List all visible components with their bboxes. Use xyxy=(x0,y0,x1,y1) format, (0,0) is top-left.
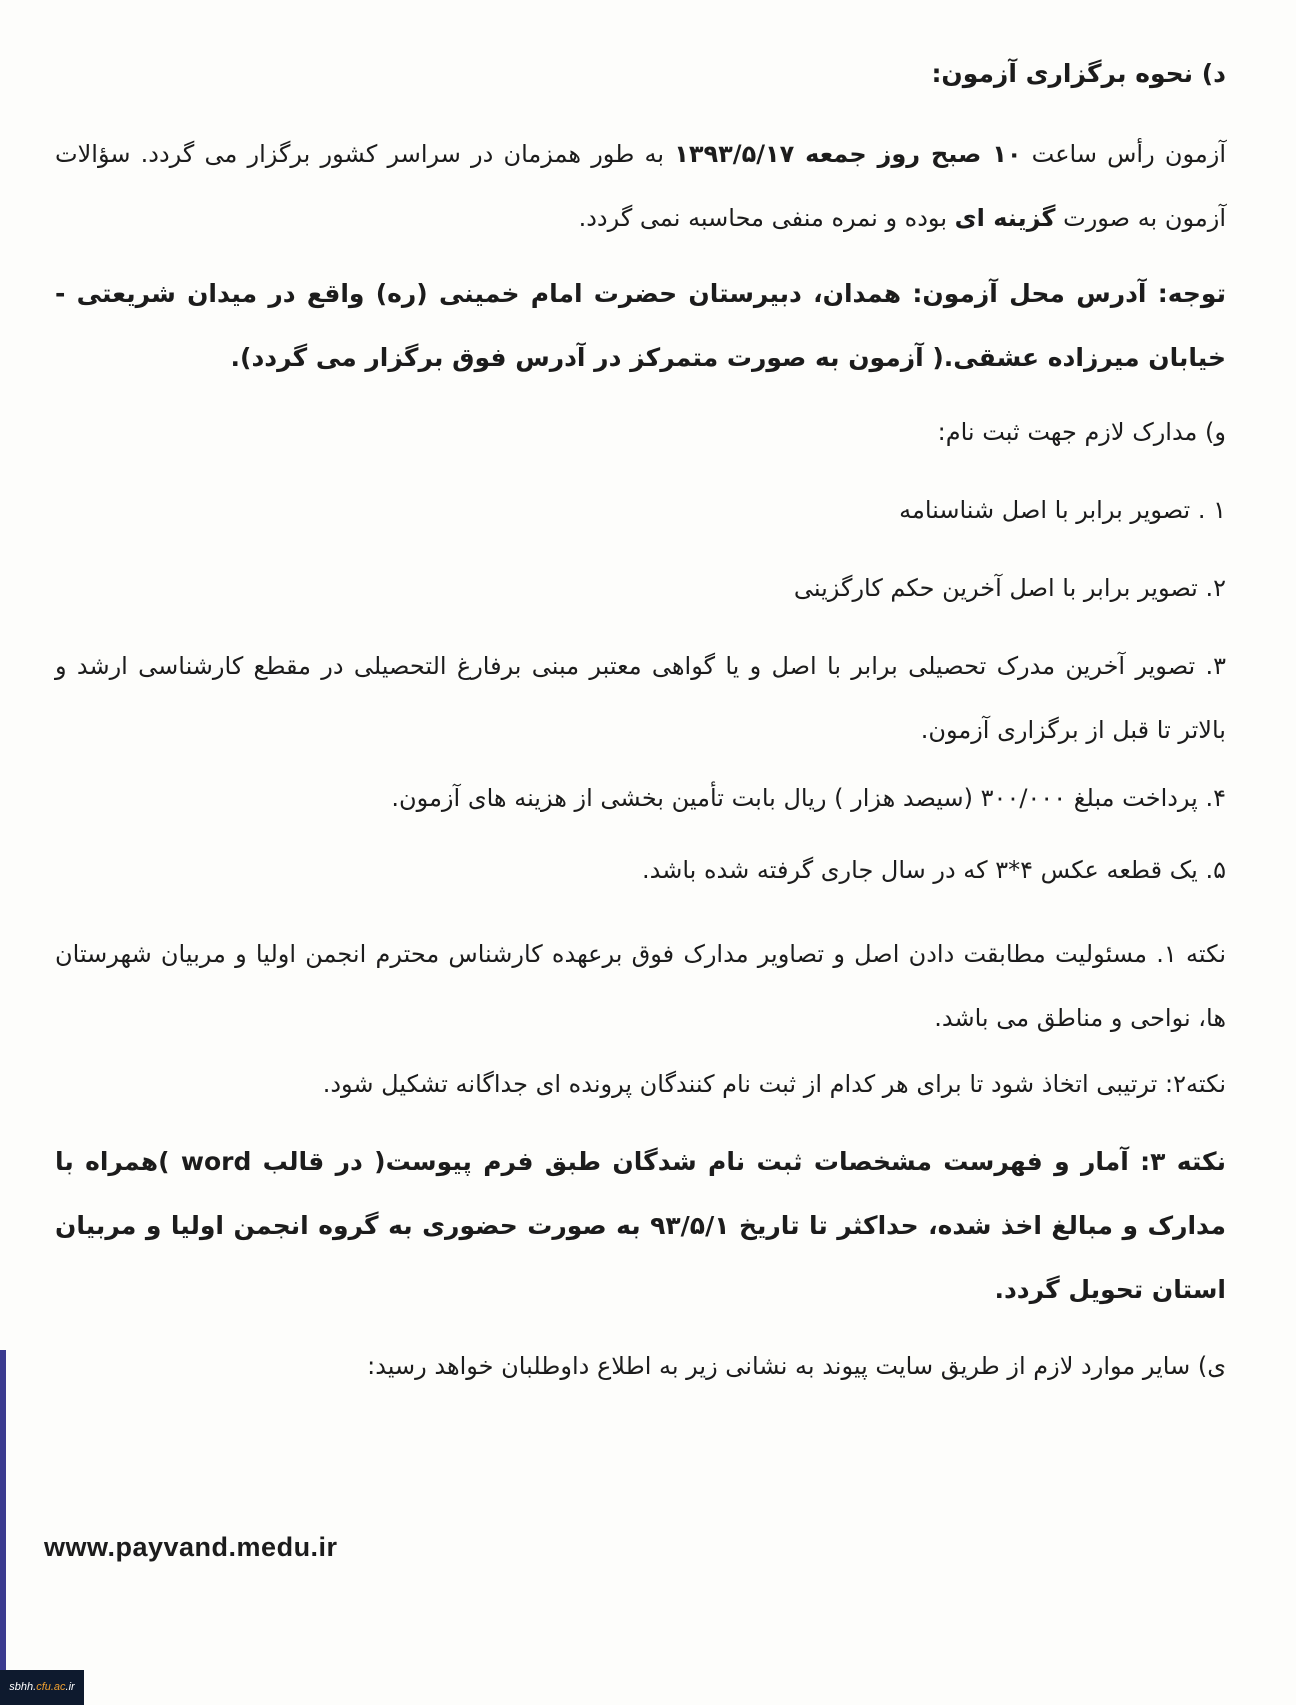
exam-date: ۱۰ صبح روز جمعه ۱۳۹۳/۵/۱۷ xyxy=(674,140,1022,168)
scan-edge-strip xyxy=(0,1350,6,1705)
site-watermark xyxy=(0,1670,84,1705)
document-item-5: ۵. یک قطعه عکس ۴*۳ که در سال جاری گرفته شده باشد. xyxy=(642,856,1226,884)
website-url[interactable]: www.payvand.medu.ir xyxy=(44,1532,338,1562)
note-3: نکته ۳: آمار و فهرست مشخصات ثبت نام شدگان طبق فرم پیوست( در قالب word )همراه با مدارک و مبالغ اخذ شده، حداکثر تا تاریخ ۹۳/۵/۱ به صورت حضوری به گروه انجمن اولیا و مربیان استان تحویل گردد. xyxy=(55,1147,1226,1304)
document-item-2: ۲. تصویر برابر با اصل آخرین حکم کارگزینی xyxy=(793,574,1226,602)
section-v-heading: و) مدارک لازم جهت ثبت نام: xyxy=(937,418,1226,446)
note-1: نکته ۱. مسئولیت مطابقت دادن اصل و تصاویر مدارک فوق برعهده کارشناس محترم انجمن اولیا و مربیان شهرستان ها، نواحی و مناطق می باشد. xyxy=(55,940,1227,1032)
section-d-text-3: بوده و نمره منفی محاسبه نمی گردد. xyxy=(578,204,955,232)
document-item-3: ۳. تصویر آخرین مدرک تحصیلی برابر با اصل و یا گواهی معتبر مبنی برفارغ التحصیلی در مقطع کارشناسی ارشد و بالاتر تا قبل از برگزاری آزمون. xyxy=(55,652,1226,744)
note-2: نکته۲: ترتیبی اتخاذ شود تا برای هر کدام از ثبت نام کنندگان پرونده ای جداگانه تشکیل شود. xyxy=(322,1070,1226,1098)
document-item-1: ۱ . تصویر برابر با اصل شناسنامه xyxy=(899,496,1226,524)
section-d-text-1: آزمون رأس ساعت xyxy=(1021,140,1226,168)
section-d-heading: د) نحوه برگزاری آزمون: xyxy=(931,59,1226,88)
question-type: گزینه ای xyxy=(954,204,1056,232)
document-item-4: ۴. پرداخت مبلغ ۳۰۰/۰۰۰ (سیصد هزار ) ریال بابت تأمین بخشی از هزینه های آزمون. xyxy=(391,784,1226,812)
section-d-text-2: به طور همزمان در سراسر کشور برگزار می گردد. سؤالات آزمون به صورت xyxy=(55,140,1226,232)
section-y-text: ی) سایر موارد لازم از طریق سایت پیوند به نشانی زیر به اطلاع داوطلبان خواهد رسید: xyxy=(367,1352,1226,1380)
watermark-prefix: sbhh. xyxy=(9,1681,37,1693)
watermark-suffix: .ir xyxy=(65,1681,75,1693)
section-d-paragraph xyxy=(55,122,1226,250)
watermark-accent: cfu.ac xyxy=(36,1681,66,1693)
exam-address-notice: توجه: آدرس محل آزمون: همدان، دبیرستان حضرت امام خمینی (ره) واقع در میدان شریعتی - خیابان میرزاده عشقی.( آزمون به صورت متمرکز در آدرس فوق برگزار می گردد). xyxy=(55,279,1226,372)
